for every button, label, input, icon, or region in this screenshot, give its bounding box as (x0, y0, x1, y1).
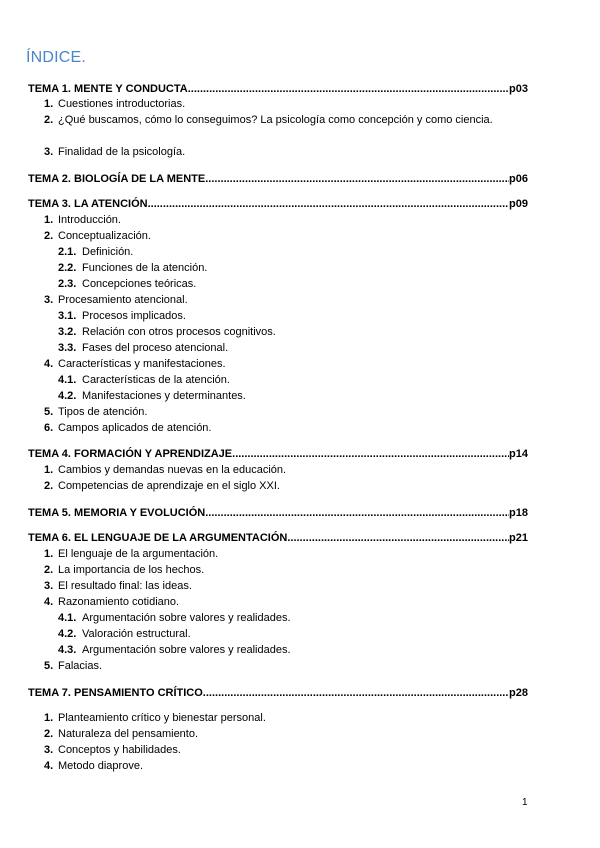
toc-entry-label: TEMA 1. MENTE Y CONDUCTA (28, 83, 188, 95)
toc-subitem[interactable]: 3.3. Fases del proceso atencional. (58, 342, 229, 354)
toc-subitem[interactable]: 1. Cambios y demandas nuevas en la educación. (44, 464, 287, 476)
toc-subitem[interactable]: 2.2. Funciones de la atención. (58, 262, 208, 274)
toc-subitem[interactable]: 4. Razonamiento cotidiano. (44, 596, 180, 608)
toc-entry-page: p18 (509, 507, 528, 519)
toc-entry-tema-2[interactable] (28, 172, 528, 186)
toc-subitem[interactable]: 1. Cuestiones introductorias. (44, 98, 186, 110)
toc-entry-page: p03 (509, 83, 528, 95)
toc-subitem[interactable]: 3.2. Relación con otros procesos cognitivos. (58, 326, 276, 338)
toc-subitem[interactable]: 4.1. Características de la atención. (58, 374, 230, 386)
toc-entry-tema-6[interactable] (28, 531, 528, 545)
toc-subitem[interactable]: 2. Competencias de aprendizaje en el siglo XXI. (44, 480, 280, 492)
toc-subitem[interactable]: 1. Introducción. (44, 214, 121, 226)
toc-subitem[interactable]: 4. Metodo diaprove. (44, 760, 143, 772)
toc-subitem[interactable]: 3.1. Procesos implicados. (58, 310, 186, 322)
toc-subitem[interactable]: 2. ¿Qué buscamos, cómo lo conseguimos? La psicología como concepción y como ciencia. (44, 114, 493, 126)
toc-subitem[interactable]: 1. Planteamiento crítico y bienestar personal. (44, 712, 266, 724)
toc-subitem[interactable]: 1. El lenguaje de la argumentación. (44, 548, 219, 560)
toc-subitem[interactable]: 4.3. Argumentación sobre valores y realidades. (58, 644, 291, 656)
toc-subitem[interactable]: 6. Campos aplicados de atención. (44, 422, 212, 434)
toc-entry-label: TEMA 2. BIOLOGÍA DE LA MENTE (28, 173, 206, 185)
toc-subitem[interactable]: 4.1. Argumentación sobre valores y realidades. (58, 612, 291, 624)
toc-subitem[interactable]: 3. Procesamiento atencional. (44, 294, 188, 306)
toc-subitem[interactable]: 3. Finalidad de la psicología. (44, 146, 186, 158)
toc-subitem[interactable]: 4.2. Valoración estructural. (58, 628, 191, 640)
toc-entry-label: TEMA 4. FORMACIÓN Y APRENDIZAJE (28, 448, 233, 460)
index-title: ÍNDICE. (26, 49, 87, 66)
toc-subitem[interactable]: 4. Características y manifestaciones. (44, 358, 226, 370)
toc-subitem[interactable]: 2.3. Concepciones teóricas. (58, 278, 197, 290)
toc-entry-page: p06 (509, 173, 528, 185)
toc-entry-tema-4[interactable] (28, 447, 528, 461)
toc-subitem[interactable]: 2. La importancia de los hechos. (44, 564, 205, 576)
toc-entry-tema-3[interactable] (28, 197, 528, 211)
toc-entry-tema-5[interactable] (28, 506, 528, 520)
toc-entry-page: p28 (509, 687, 528, 699)
toc-entry-page: p21 (509, 532, 528, 544)
toc-entry-tema-1[interactable] (28, 82, 528, 96)
toc-entry-label: TEMA 3. LA ATENCIÓN (28, 198, 148, 210)
toc-subitem[interactable]: 4.2. Manifestaciones y determinantes. (58, 390, 246, 402)
toc-entry-tema-7[interactable] (28, 686, 528, 700)
toc-entry-label: TEMA 6. EL LENGUAJE DE LA ARGUMENTACIÓN (28, 532, 288, 544)
toc-entry-page: p09 (509, 198, 528, 210)
toc-subitem[interactable]: 2.1. Definición. (58, 246, 134, 258)
toc-entry-page: p14 (509, 448, 528, 460)
toc-subitem[interactable]: 3. El resultado final: las ideas. (44, 580, 192, 592)
toc-subitem[interactable]: 3. Conceptos y habilidades. (44, 744, 181, 756)
toc-subitem[interactable]: 5. Tipos de atención. (44, 406, 148, 418)
page-number: 1 (522, 797, 528, 808)
toc-entry-label: TEMA 5. MEMORIA Y EVOLUCIÓN (28, 507, 206, 519)
toc-entry-label: TEMA 7. PENSAMIENTO CRÍTICO (28, 687, 203, 699)
toc-subitem[interactable]: 2. Naturaleza del pensamiento. (44, 728, 199, 740)
toc-subitem[interactable]: 5. Falacias. (44, 660, 103, 672)
toc-subitem[interactable]: 2. Conceptualización. (44, 230, 151, 242)
